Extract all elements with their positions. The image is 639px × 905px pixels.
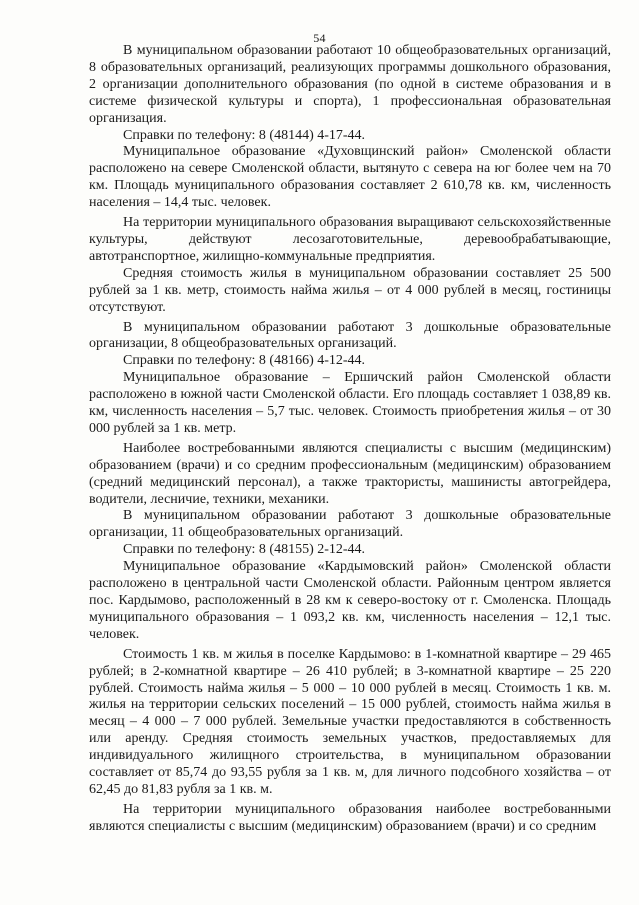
paragraph-yershichi-schools: В муниципальном образовании работают 3 дошкольные образовательные организации, 11 общеобразовательных организаций. xyxy=(89,508,611,541)
paragraph-phone-2: Справки по телефону: 8 (48166) 4-12-44. xyxy=(123,353,366,369)
paragraph-dukhovshchina-industry: На территории муниципального образования выращивают сельскохозяйственные культуры, действуют лесозаготовительные, деревообрабатывающие, автотранспортное, жилищно-коммунальные предприятия. xyxy=(89,215,611,264)
paragraph-phone-3: Справки по телефону: 8 (48155) 2-12-44. xyxy=(123,542,366,558)
paragraph-kardymovo-specialists: На территории муниципального образования наиболее востребованными являются специалисты с высшим (медицинским) образованием (врачи) и со средним xyxy=(89,801,611,834)
paragraph-phone-1: Справки по телефону: 8 (48144) 4-17-44. xyxy=(123,127,366,143)
page-number: 54 xyxy=(313,31,326,45)
paragraph-kardymovo-intro: Муниципальное образование «Кардымовский район» Смоленской области расположено в центральной части Смоленской области. Районным центром является пос. Кардымово, расположенный в 28 км к северо-востоку от г. Смоленска. Площадь муниципального образования – 1 093,2 кв. км, численность населения – 12,1 тыс. человек. xyxy=(89,559,611,642)
paragraph-yershichi-intro: Муниципальное образование – Ершичский район Смоленской области расположено в южной части Смоленской области. Его площадь составляет 1 038,89 кв. км, численность населения – 5,7 тыс. человек. Стоимость приобретения жилья – от 30 000 рублей за 1 кв. метр. xyxy=(89,370,611,436)
paragraph-dukhovshchina-housing: Средняя стоимость жилья в муниципальном образовании составляет 25 500 рублей за 1 кв. метр, стоимость найма жилья – от 4 000 рублей в месяц, гостиницы отсутствуют. xyxy=(89,265,611,315)
paragraph-schools-summary: В муниципальном образовании работают 10 общеобразовательных организаций, 8 образовательных организаций, реализующих программы дошкольного образования, 2 организации дополнительного образования (по одной в системе образования и в системе физической культуры и спорта), 1 профессиональная образовательная организация. xyxy=(89,43,611,126)
paragraph-dukhovshchina-schools: В муниципальном образовании работают 3 дошкольные образовательные организации, 8 общеобразовательных организаций. xyxy=(89,319,611,352)
paragraph-kardymovo-housing: Стоимость 1 кв. м жилья в поселке Кардымово: в 1-комнатной квартире – 29 465 рублей; в 2-комнатной квартире – 26 410 рублей; в 3-комнатной квартире – 25 220 рублей. Стоимость найма жилья – 5 000 – 10 000 рублей в месяц. Стоимость 1 кв. м. жилья на территории сельских поселений – 15 000 рублей, стоимость найма жилья в месяц – 4 000 – 7 000 рублей. Земельные участки предоставляются в собственность или аренду. Средняя стоимость земельных участков, предоставляемых для индивидуального жилищного строительства, в муниципальном образовании составляет от 85,74 до 93,55 рубля за 1 кв. м, для личного подсобного хозяйства – от 62,45 до 81,83 рубля за 1 кв. м. xyxy=(89,646,611,797)
paragraph-yershichi-specialists: Наиболее востребованными являются специалисты с высшим (медицинским) образованием (врачи) и со средним профессиональным (медицинским) образованием (средний медицинский персонал), а также трактористы, машинисты автогрейдера, водители, лесничие, техники, механики. xyxy=(89,440,611,507)
paragraph-dukhovshchina-intro: Муниципальное образование «Духовщинский район» Смоленской области расположено на севере Смоленской области, вытянуто с севера на юг более чем на 70 км. Площадь муниципального образования составляет 2 610,78 кв. км, численность населения – 14,4 тыс. человек. xyxy=(89,144,611,211)
document-body xyxy=(89,43,611,836)
